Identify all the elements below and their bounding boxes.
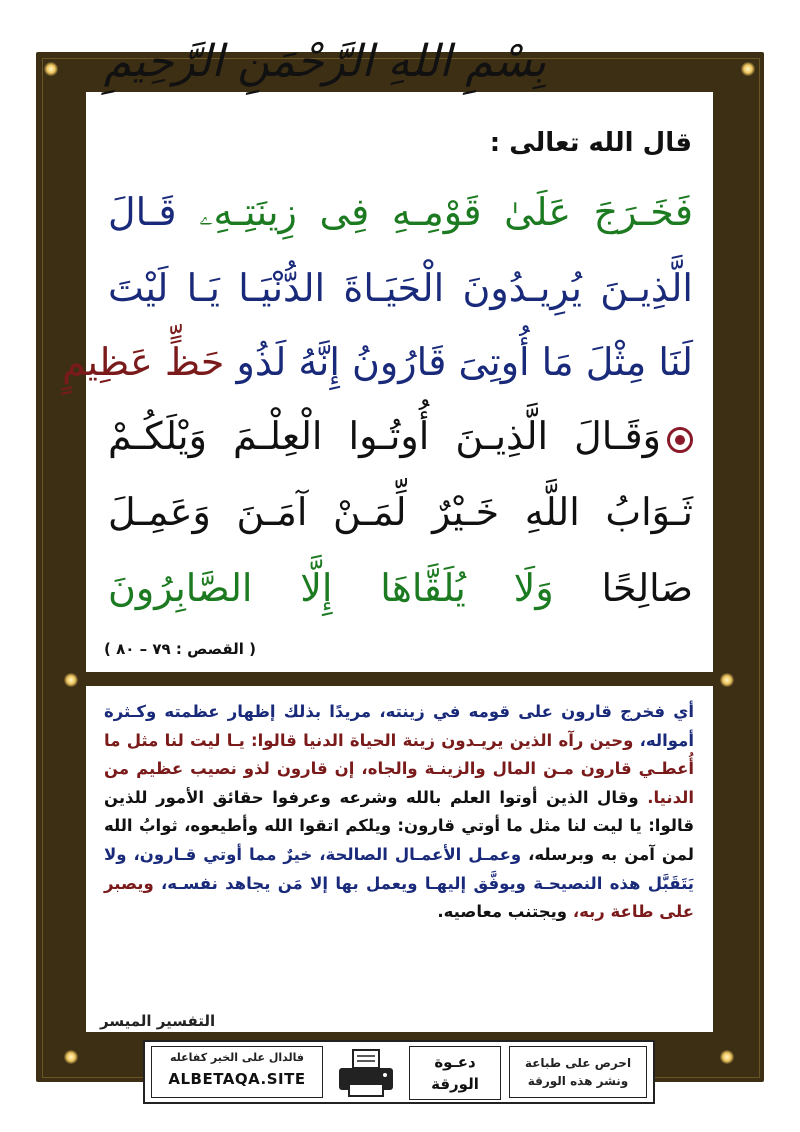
verse-text: فَخَـرَجَ عَلَىٰ قَوْمِـهِ فِى زِينَتِـهِۦ — [199, 190, 693, 234]
verse-text: ثَـوَابُ اللَّهِ خَـيْرٌ لِّمَـنْ آمَـنَ وَعَمِـلَ — [108, 490, 693, 534]
verse-text: وَلَا يُلَقَّاهَا إِلَّا الصَّابِرُونَ — [108, 566, 554, 610]
frame-corner-ornament — [64, 1050, 78, 1064]
footer-banner — [143, 1040, 655, 1104]
verse-text: حَظٍّ عَظِيمٍ — [62, 340, 225, 384]
verse-line — [108, 256, 693, 320]
tafsir-segment: وحين رآه الذين يريـدون زينة الحياة الدنيا قالوا: يـا ليت لنا مثل ما أُعطـي قارون مـن المال والزينـة والجاه، إن قارون لذو نصيب عظيم من الدنيا. — [104, 730, 694, 807]
verse-text: وَقَـالَ الَّذِيـنَ أُوتُـوا الْعِلْـمَ وَيْلَكُـمْ — [108, 414, 661, 458]
frame-corner-ornament — [720, 1050, 734, 1064]
logo-line-1: دعـوة — [434, 1053, 476, 1071]
verse-line — [108, 556, 693, 620]
footer-site-box — [151, 1046, 323, 1098]
quran-intro: قال الله تعالى : — [489, 128, 692, 158]
verse-end-icon — [667, 427, 693, 453]
frame-corner-ornament — [44, 62, 58, 76]
tafsir-segment: أي فخرج قارون على قومه في زينته، مريدًا بذلك إظهار عظمته وكـثرة أمواله، — [104, 702, 694, 750]
verse-text: صَالِحًا — [553, 566, 694, 610]
tafsir-segment: وعمـل الأعمـال الصالحة، خيرٌ مما أوتي قـارون، ولا يَتَقَبَّل هذه النصيحـة ويوفَّق إليهـا ويعمل بها إلا مَن يجاهد نفسـه، — [104, 844, 694, 893]
tafsir-segment: ويصبر على طاعة ربه، — [104, 873, 694, 922]
verse-text: لَنَا مِثْلَ مَا أُوتِىَ قَارُونُ إِنَّهُ لَذُو — [224, 340, 693, 384]
verse-line — [108, 180, 693, 244]
verse-line — [108, 404, 693, 468]
verse-text: الَّذِيـنَ يُرِيـدُونَ الْحَيَـاةَ الدُّنْيَـا يَـا لَيْتَ — [108, 266, 693, 310]
footer-print-line-1: احرص على طباعة — [524, 1056, 632, 1070]
dawat-alwaraqa-logo — [409, 1046, 501, 1100]
bismillah-calligraphy: بِسْمِ اللهِ الرَّحْمَنِ الرَّحِيمِ — [103, 36, 546, 87]
verse-line — [62, 330, 693, 394]
frame-corner-ornament — [741, 62, 755, 76]
verse-text: قَـالَ — [108, 190, 200, 234]
tafsir-segment: وقال الذين أوتوا العلم بالله وشرعه وعرفوا حقائق الأمور للذين قالوا: يا ليت لنا مثل ما أوتي قارون: ويلكم اتقوا الله وأطيعوه، ثوابُ الله لمن آمن به وبرسله، — [104, 787, 694, 864]
tafsir-segment: ويجتنب معاصيه. — [437, 902, 568, 922]
logo-line-2: الورقة — [431, 1075, 479, 1093]
frame-corner-ornament — [720, 673, 734, 687]
tafsir-text — [104, 698, 694, 927]
footer-motto: فالدال على الخير كفاعله — [169, 1051, 305, 1064]
verse-line — [108, 480, 693, 544]
footer-print-box — [509, 1046, 647, 1098]
frame-corner-ornament — [64, 673, 78, 687]
verse-reference: ( القصص : ٧٩ – ٨٠ ) — [104, 640, 256, 658]
footer-site-link[interactable]: ALBETAQA.SITE — [168, 1070, 306, 1088]
footer-print-line-2: ونشر هذه الورقة — [527, 1074, 629, 1088]
tafsir-source: التفسير الميسر — [100, 1012, 216, 1030]
printer-icon — [331, 1048, 401, 1098]
